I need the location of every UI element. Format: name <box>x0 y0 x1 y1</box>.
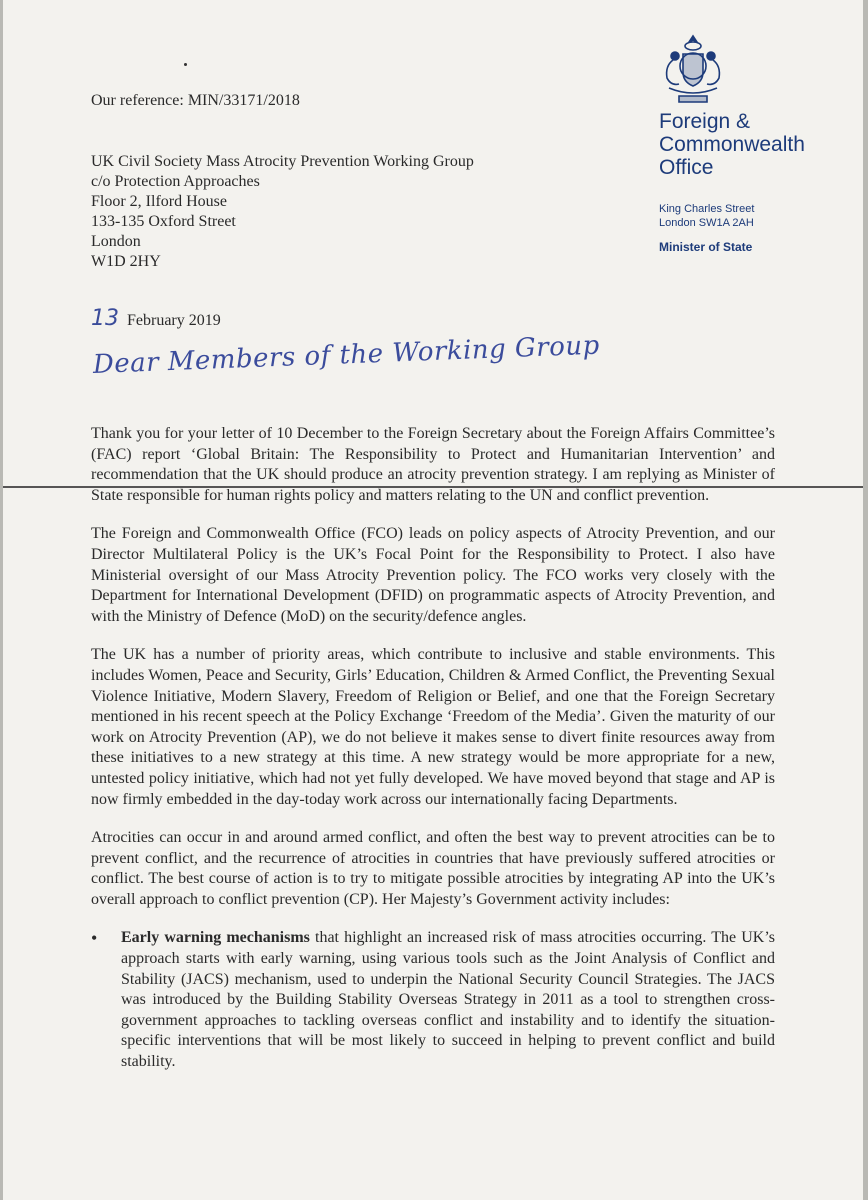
office-address <box>659 202 754 230</box>
reference-line: Our reference: MIN/33171/2018 <box>91 92 300 109</box>
recipient-line: 133-135 Oxford Street <box>91 213 236 230</box>
bullet-heading: Early warning mechanisms <box>121 929 310 947</box>
letter-page <box>3 0 863 1200</box>
body-paragraph: Thank you for your letter of 10 December to the Foreign Secretary about the Foreign Affairs Committee’s (FAC) report ‘Global Britain: The Responsibility to Protect and Humanitarian Intervention’ and recommendation that the UK should produce an atrocity prevention strategy. I am replying as Minister of State responsible for human rights policy and matters relating to the UN and conflict prevention. <box>91 425 775 504</box>
royal-coat-of-arms-icon <box>653 30 733 110</box>
bullet-item <box>91 928 775 1072</box>
wordmark-line: Office <box>659 156 714 179</box>
bullet-text <box>121 928 775 1072</box>
recipient-line: London <box>91 233 141 250</box>
handwritten-day: 13 <box>91 306 119 331</box>
recipient-line: W1D 2HY <box>91 253 161 270</box>
address-line: King Charles Street <box>659 203 755 215</box>
body-paragraph: Atrocities can occur in and around armed conflict, and often the best way to prevent atrocities can be to prevent conflict, and the recurrence of atrocities in countries that have previously suffered atrocities or conflict. The best course of action is to try to mitigate possible atrocities by integrating AP into the UK’s overall approach to conflict prevention (CP). Her Majesty’s Government activity includes: <box>91 829 775 908</box>
wordmark-line: Commonwealth <box>659 133 805 156</box>
recipient-address <box>91 152 474 272</box>
ink-dot <box>184 63 187 66</box>
address-line: London SW1A 2AH <box>659 217 754 229</box>
letter-body <box>91 424 775 1073</box>
wordmark-line: Foreign & <box>659 110 751 133</box>
bullet-glyph: • <box>91 928 98 949</box>
bullet-body: that highlight an increased risk of mass atrocities occurring. The UK’s approach starts with early warning, using various tools such as the Joint Analysis of Conflict and Stability (JACS) mechanism, used to underpin the National Security Council Strategies. The JACS was introduced by the Building Stability Overseas Strategy in 2011 as a tool to strengthen cross-government approaches to tackling overseas conflict and instability and to identify the situation-specific interventions that will be most likely to succeed in helping to prevent conflict and build stability. <box>121 929 776 1071</box>
fco-wordmark <box>659 110 805 179</box>
recipient-line: c/o Protection Approaches <box>91 173 260 190</box>
handwritten-salutation: Dear Members of the Working Group <box>92 330 601 380</box>
date-month-year: February 2019 <box>127 312 221 329</box>
recipient-line: Floor 2, Ilford House <box>91 193 227 210</box>
recipient-line: UK Civil Society Mass Atrocity Prevention Working Group <box>91 153 474 170</box>
sender-title: Minister of State <box>659 240 753 254</box>
letter-date <box>91 306 221 331</box>
body-paragraph: The Foreign and Commonwealth Office (FCO) leads on policy aspects of Atrocity Prevention, and our Director Multilateral Policy is the UK’s Focal Point for the Responsibility to Protect. I also have Ministerial oversight of our Mass Atrocity Prevention policy. The FCO works very closely with the Department for International Development (DFID) on programmatic aspects of Atrocity Prevention, and with the Ministry of Defence (MoD) on the security/defence angles. <box>91 525 775 625</box>
body-paragraph: The UK has a number of priority areas, which contribute to inclusive and stable environments. This includes Women, Peace and Security, Girls’ Education, Children & Armed Conflict, the Preventing Sexual Violence Initiative, Modern Slavery, Freedom of Religion or Belief, and one that the Foreign Secretary mentioned in his recent speech at the Policy Exchange ‘Freedom of the Media’. Given the maturity of our work on Atrocity Prevention (AP), we do not believe it makes sense to divert finite resources away from these initiatives to a new strategy at this time. A new strategy would be more appropriate for a new, untested policy initiative, which had not yet fully developed. We have moved beyond that stage and AP is now firmly embedded in the day-today work across our internationally facing Departments. <box>91 646 775 808</box>
